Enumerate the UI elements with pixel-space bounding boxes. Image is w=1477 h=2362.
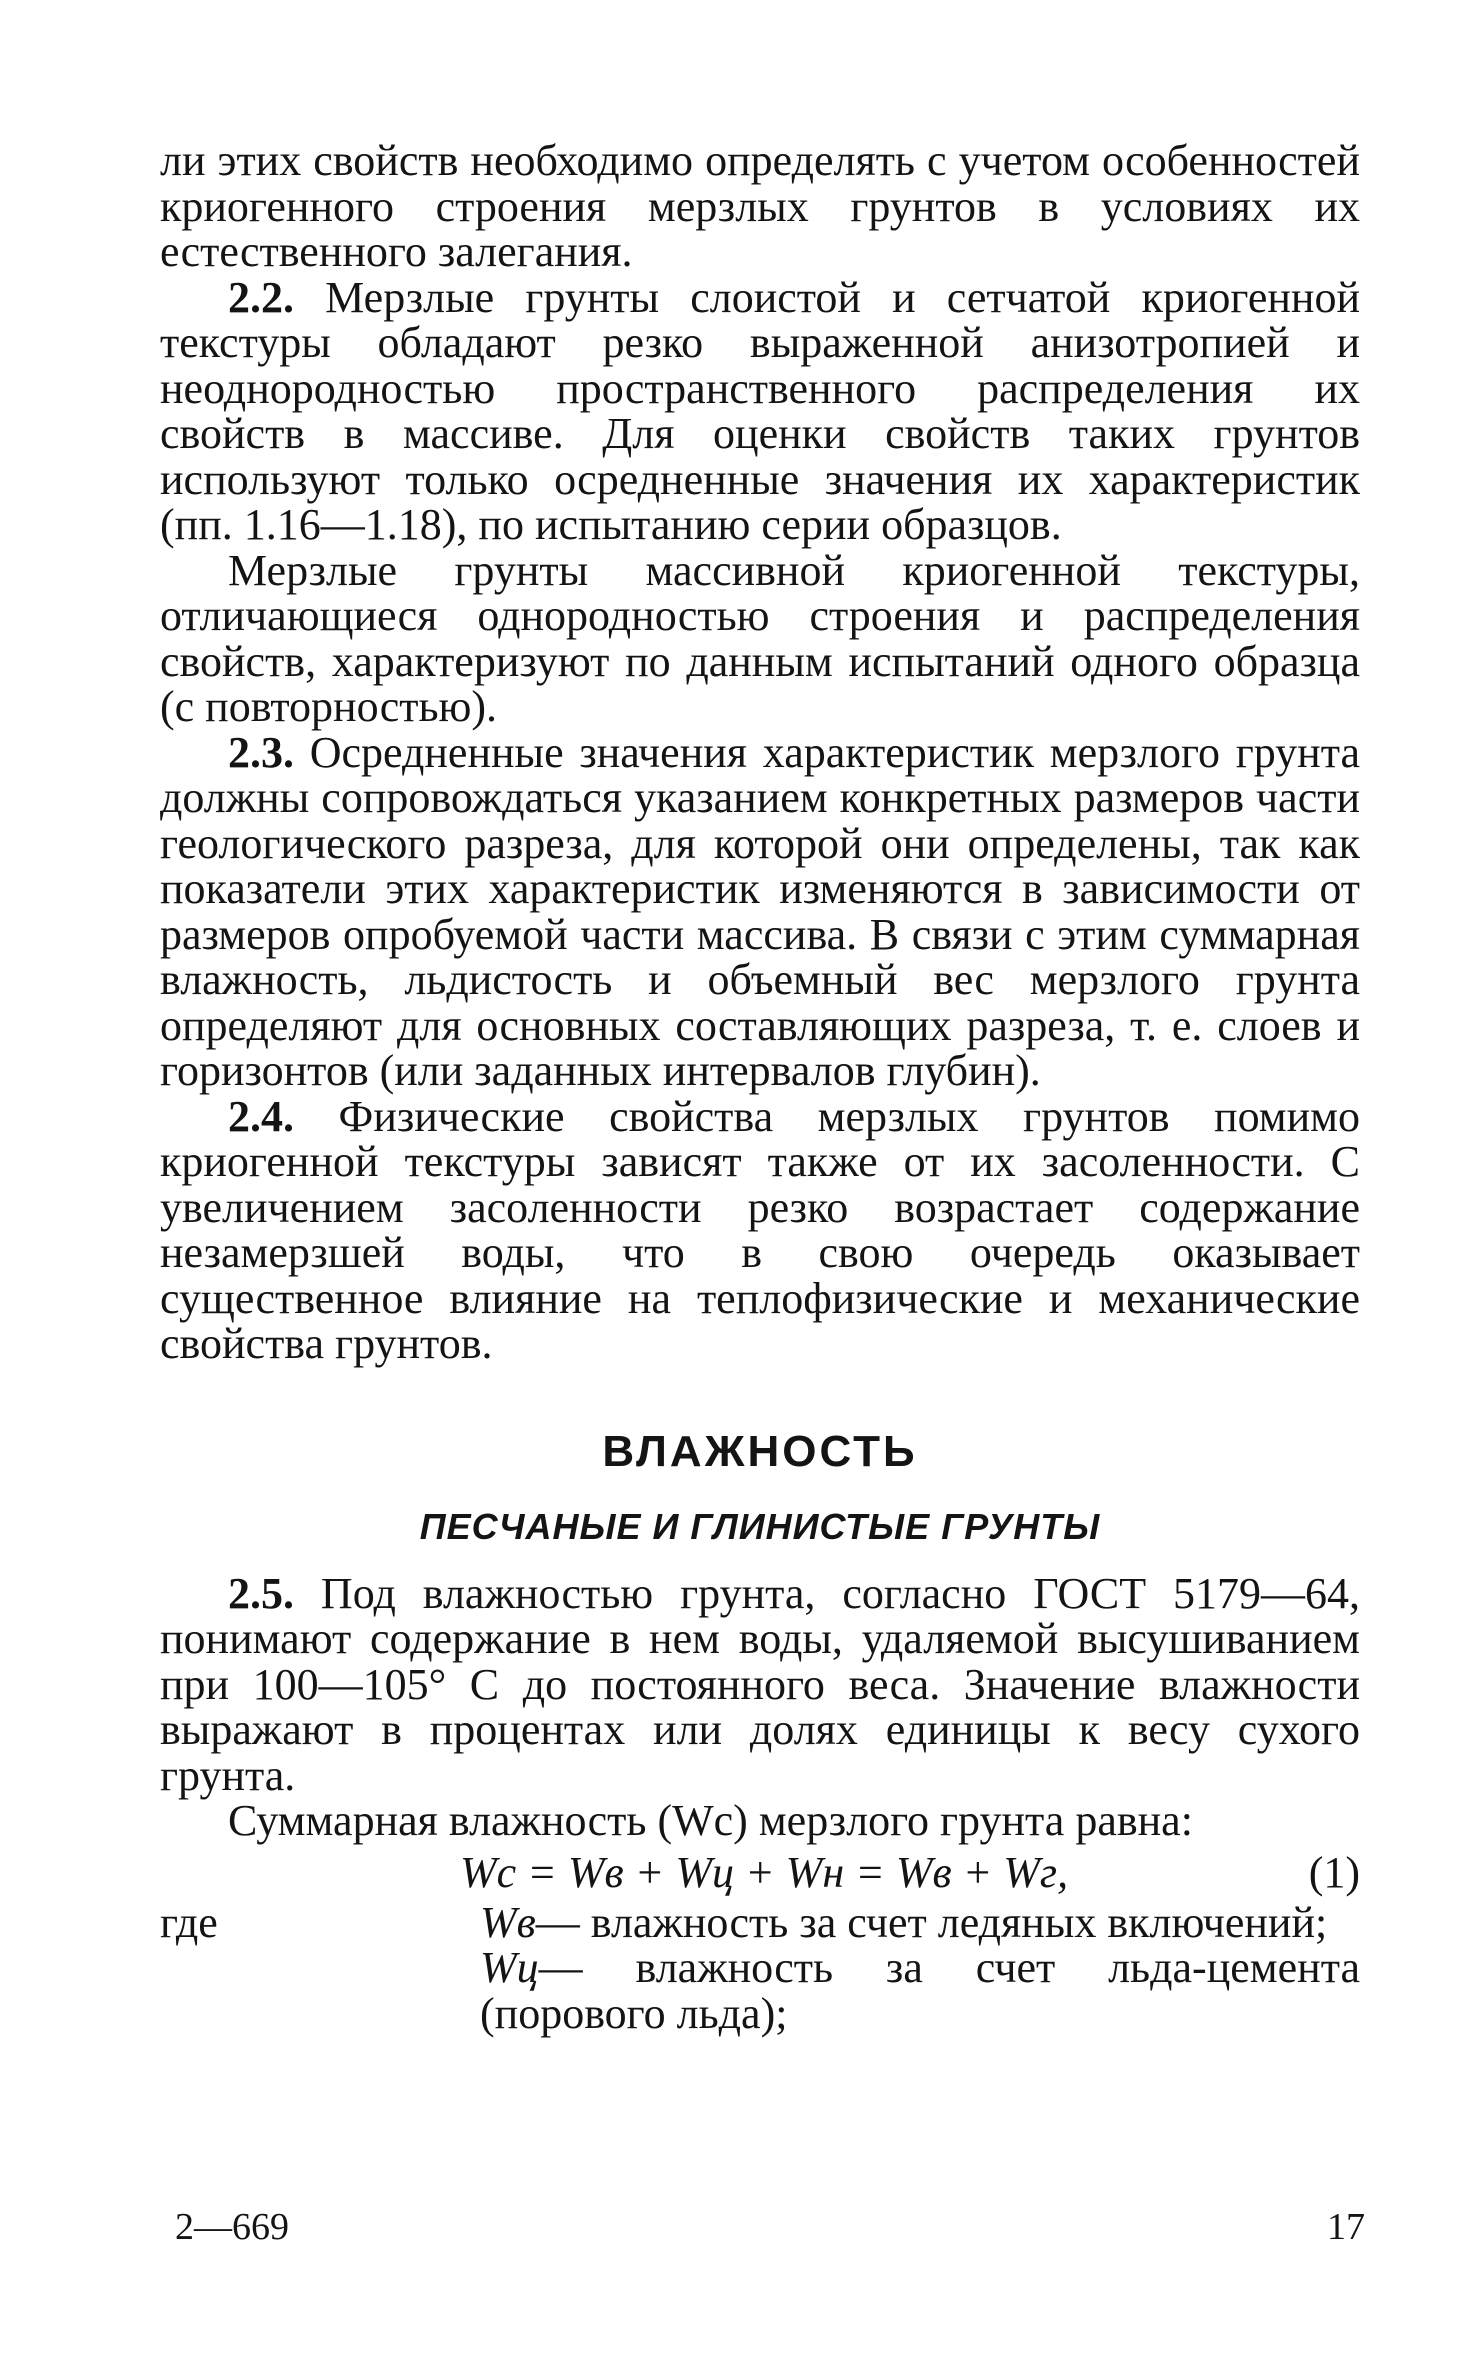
section-subheading: ПЕСЧАНЫЕ И ГЛИНИСТЫЕ ГРУНТЫ xyxy=(419,1505,1101,1547)
definition-symbol: Wв xyxy=(480,1897,536,1947)
section-heading: ВЛАЖНОСТЬ xyxy=(602,1426,918,1476)
section-text: Осредненные значения характеристик мерзлого грунта должны сопровождаться указанием конкретных размеров части геологического разреза, для которой они определены, так как показатели этих характеристик изменяются в зависимости от размеров опробуемой части массива. В связи с этим суммарная влажность, льдистость и объемный вес мерзлого грунта определяют для основных составляющих разреза, т. е. слоев и горизонтов (или заданных интервалов глубин). xyxy=(160,727,1360,1095)
printer-signature: 2—669 xyxy=(175,2206,289,2248)
section-number: 2.5. xyxy=(228,1568,294,1618)
definition-text: — влажность за счет ледяных включений; xyxy=(535,1897,1328,1947)
definition-item xyxy=(480,1897,1360,1947)
section-number: 2.4. xyxy=(228,1091,294,1141)
section-text: Физические свойства мерзлых грунтов помимо криогенной текстуры зависят также от их засоленности. С увеличением засоленности резко возрастает содержание незамерзшей воды, что в свою очередь оказывает существенное влияние на теплофизические и механические свойства грунтов. xyxy=(160,1091,1360,1368)
formula-row xyxy=(160,1847,1360,1900)
formula: Wс = Wв + Wц + Wн = Wв + Wг, xyxy=(460,1847,1069,1897)
section-text: Под влажностью грунта, согласно ГОСТ 5179—64, понимают содержание в нем воды, удаляемой высушиванием при 100—105° С до постоянного веса. Значение влажности выражают в процентах или долях единицы к весу сухого грунта. xyxy=(160,1568,1360,1800)
section-number: 2.3. xyxy=(228,727,294,777)
paragraph-2-3 xyxy=(160,727,1360,1095)
section-number: 2.2. xyxy=(228,272,294,322)
formula-number: (1) xyxy=(1308,1847,1360,1897)
definition-row xyxy=(160,1897,1360,1947)
paragraph-massive-texture: Мерзлые грунты массивной криогенной текстуры, отличающиеся однородностью строения и распределения свойств, характеризуют по данным испытаний одного образца (с повторностью). xyxy=(160,545,1360,731)
section-text: Мерзлые грунты слоистой и сетчатой криогенной текстуры обладают резко выраженной анизотропией и неоднородностью пространственного распределения их свойств в массиве. Для оценки свойств таких грунтов используют только осредненные значения их характеристик (пп. 1.16—1.18), по испытанию серии образцов. xyxy=(160,272,1360,549)
where-word: где xyxy=(160,1897,218,1947)
definition-item xyxy=(480,1945,1360,2036)
paragraph-total-moisture: Суммарная влажность (Wc) мерзлого грунта равна: xyxy=(228,1796,1193,1845)
page-body xyxy=(160,138,1360,2036)
definition-text: — влажность за счет льда-цемента (порового льда); xyxy=(480,1943,1360,2038)
paragraph-2-2 xyxy=(160,272,1360,549)
paragraph-2-4 xyxy=(160,1091,1360,1368)
paragraph-continuation: ли этих свойств необходимо определять с учетом особенностей криогенного строения мерзлых грунтов в условиях их естественного залегания. xyxy=(160,136,1360,276)
paragraph-2-5 xyxy=(160,1568,1360,1800)
page-number: 17 xyxy=(1327,2206,1365,2248)
definition-row xyxy=(160,1945,1360,2036)
definition-symbol: Wц xyxy=(480,1943,539,1992)
